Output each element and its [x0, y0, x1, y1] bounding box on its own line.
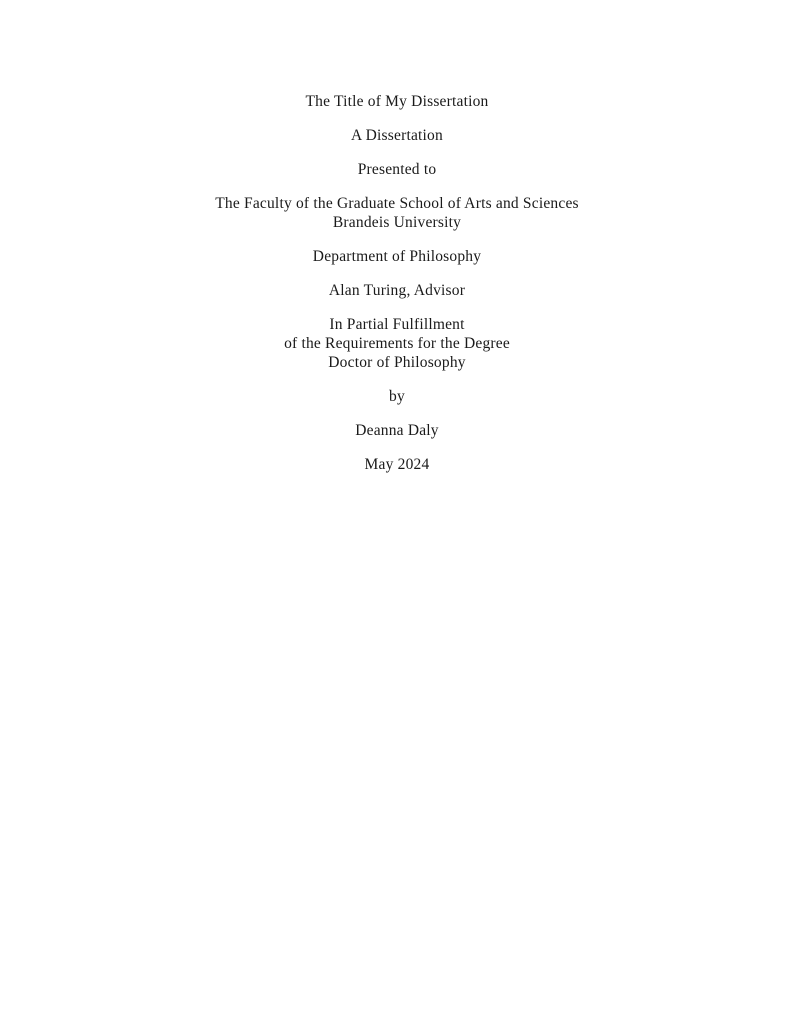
fulfillment-line-3: Doctor of Philosophy [328, 354, 466, 371]
faculty-line: The Faculty of the Graduate School of Arts and Sciences [215, 195, 579, 212]
dissertation-title: The Title of My Dissertation [305, 93, 489, 110]
author-name: Deanna Daly [355, 422, 439, 439]
university-line: Brandeis University [332, 214, 462, 231]
titlepage-content [0, 92, 794, 474]
document-type: A Dissertation [351, 127, 443, 144]
fulfillment-line-1: In Partial Fulfillment [329, 316, 465, 333]
by-label: by [389, 388, 405, 405]
date-line: May 2024 [364, 456, 430, 473]
advisor-line: Alan Turing, Advisor [328, 282, 466, 299]
faculty-block [0, 194, 794, 232]
presented-to-line: Presented to [357, 161, 437, 178]
fulfillment-block [0, 315, 794, 372]
fulfillment-line-2: of the Requirements for the Degree [284, 335, 510, 352]
department-line: Department of Philosophy [312, 248, 482, 265]
